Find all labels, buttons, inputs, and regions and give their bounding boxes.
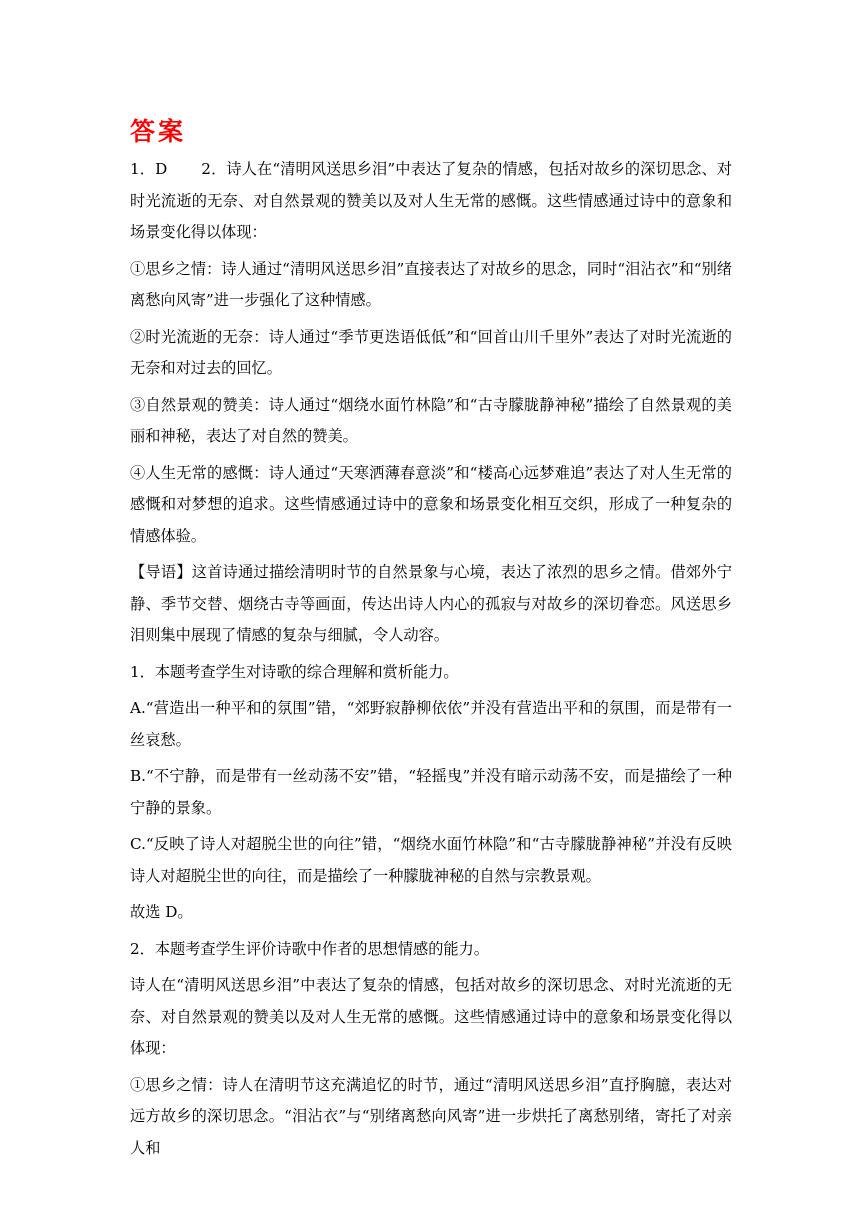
answer-2-text: 2．诗人在“清明风送思乡泪”中表达了复杂的情感，包括对故乡的深切思念、对时光流逝的无奈、对自然景观的赞美以及对人生无常的感慨。这些情感通过诗中的意象和场景变化得以体现：	[130, 160, 732, 241]
paragraph-option-a: A.“营造出一种平和的氛围”错，“郊野寂静柳依依”并没有营造出平和的氛围，而是带有一丝哀愁。	[130, 699, 732, 749]
paragraph-option-b: B.“不宁静，而是带有一丝动荡不安”错，“轻摇曳”并没有暗示动荡不安，而是描绘了一种宁静的景象。	[130, 767, 732, 817]
paragraph-choice: 故选 D。	[130, 903, 193, 921]
paragraph-answer-1-2	[130, 154, 732, 249]
paragraph-q2-homesickness: ①思乡之情：诗人在清明节这充满追忆的时节，通过“清明风送思乡泪”直抒胸臆，表达对远方故乡的深切思念。“泪沾衣”与“别绪离愁向风寄”进一步烘托了离愁别绪，寄托了对亲人和	[130, 1075, 732, 1157]
answer-1-label: 1．D	[130, 160, 168, 178]
paragraph-q1-analysis: 1．本题考查学生对诗歌的综合理解和赏析能力。	[130, 662, 459, 681]
paragraph-q2-analysis: 2．本题考查学生评价诗歌中作者的思想情感的能力。	[130, 939, 489, 958]
paragraph-nature-praise: ③自然景观的赞美：诗人通过“烟绕水面竹林隐”和“古寺朦胧静神秘”描绘了自然景观的美丽和神秘，表达了对自然的赞美。	[130, 395, 732, 445]
paragraph-homesickness: ①思乡之情：诗人通过“清明风送思乡泪”直接表达了对故乡的思念，同时“泪沾衣”和“别绪离愁向风寄”进一步强化了这种情感。	[130, 259, 732, 309]
paragraph-introduction: 【导语】这首诗通过描绘清明时节的自然景象与心境，表达了浓烈的思乡之情。借郊外宁静、季节交替、烟绕古寺等画面，传达出诗人内心的孤寂与对故乡的深切眷恋。风送思乡泪则集中展现了情感的复杂与细腻，令人动容。	[130, 563, 732, 644]
paragraph-option-c: C.“反映了诗人对超脱尘世的向往”错，“烟绕水面竹林隐”和“古寺朦胧静神秘”并没有反映诗人对超脱尘世的向往，而是描绘了一种朦胧神秘的自然与宗教景观。	[130, 835, 732, 885]
answer-heading: 答案	[130, 117, 187, 146]
paragraph-q2-summary: 诗人在“清明风送思乡泪”中表达了复杂的情感，包括对故乡的深切思念、对时光流逝的无奈、对自然景观的赞美以及对人生无常的感慨。这些情感通过诗中的意象和场景变化得以体现：	[130, 976, 732, 1057]
paragraph-life-impermanence: ④人生无常的感慨：诗人通过“天寒洒薄春意淡”和“楼高心远梦难追”表达了对人生无常的感慨和对梦想的追求。这些情感通过诗中的意象和场景变化相互交织，形成了一种复杂的情感体验。	[130, 463, 732, 545]
paragraph-time-passing: ②时光流逝的无奈：诗人通过“季节更迭语低低”和“回首山川千里外”表达了对时光流逝的无奈和对过去的回忆。	[130, 327, 732, 377]
answer-content	[130, 154, 732, 1169]
